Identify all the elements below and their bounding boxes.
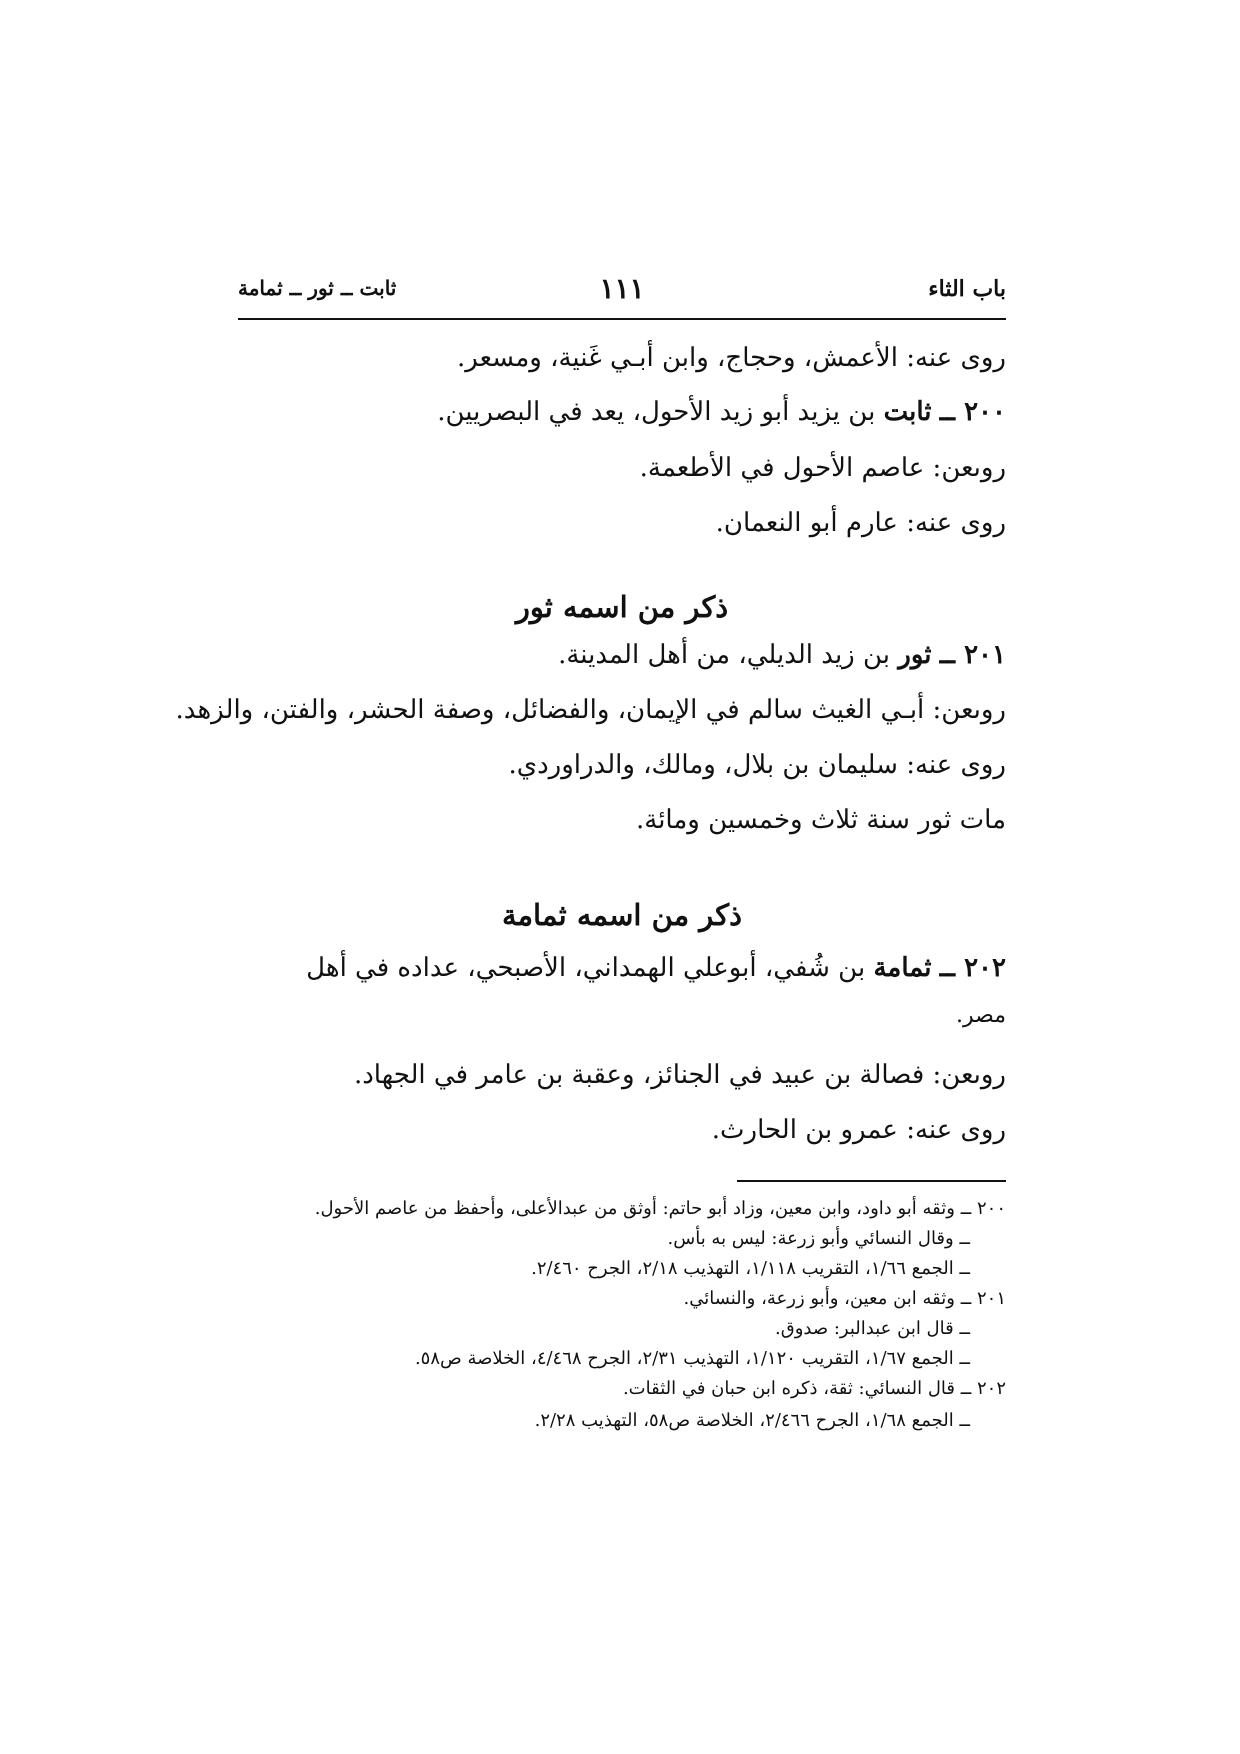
entry-200: [437, 397, 1006, 427]
footnote-line: ــ الجمع ١/٦٧، التقريب ١/١٢٠، التهذيب ٢/٣١، الجرح ٤/٤٦٨، الخلاصة ص٥٨.: [414, 1348, 970, 1369]
header-rule: [238, 318, 1006, 320]
footnote-line: ــ الجمع ١/٦٦، التقريب ١/١١٨، التهذيب ٢/١٨، الجرح ٢/٤٦٠.: [531, 1258, 970, 1279]
footnote-line: ٢٠٠ ــ وثقه أبو داود، وابن معين، وزاد أبو حاتم: أوثق من عبدالأعلى، وأحفظ من عاصم الأحول.: [314, 1198, 1006, 1219]
entry-text: بن زيد الديلي، من أهل المدينة.: [558, 640, 899, 670]
text-line: روى عنه: سليمان بن بلال، ومالك، والدراوردي.: [508, 750, 1006, 780]
running-title: ثابت ــ ثور ــ ثمامة: [238, 276, 397, 300]
section-heading: ذكر من اسمه ثور: [515, 590, 729, 624]
text-line: مات ثور سنة ثلاث وخمسين ومائة.: [635, 805, 1006, 835]
footnote-line: ــ الجمع ١/٦٨، الجرح ٢/٤٦٦، الخلاصة ص٥٨، التهذيب ٢/٢٨.: [534, 1410, 970, 1431]
text-line: روى عنه: عمرو بن الحارث.: [711, 1115, 1006, 1145]
section-title: باب الثاء: [928, 276, 1006, 302]
page-number: ١١١: [599, 272, 645, 305]
entry-number: ٢٠١ ــ: [939, 640, 1006, 670]
entry-name: ثور: [898, 640, 932, 670]
text-line: روى عنه: عارم أبو النعمان.: [715, 508, 1006, 538]
text-line: روىعن: أبـي الغيث سالم في الإيمان، والفضائل، وصفة الحشر، والفتن، والزهد.: [175, 695, 1006, 725]
footnote-line: ٢٠٢ ــ قال النسائي: ثقة، ذكره ابن حبان في الثقات.: [622, 1378, 1006, 1399]
entry-number: ٢٠٢ ــ: [939, 953, 1006, 983]
footnote-line: ــ وقال النسائي وأبو زرعة: ليس به بأس.: [667, 1228, 970, 1249]
section-heading: ذكر من اسمه ثمامة: [501, 898, 743, 932]
entry-201: [558, 640, 1006, 670]
text-line: روىعن: فصالة بن عبيد في الجنائز، وعقبة بن عامر في الجهاد.: [353, 1060, 1006, 1090]
entry-name: ثابت: [883, 397, 932, 427]
text-line: مصر.: [956, 1003, 1006, 1028]
footnote-rule: [737, 1180, 1006, 1182]
entry-202: [306, 953, 1006, 983]
page-header: [238, 272, 1006, 312]
footnote-line: ٢٠١ ــ وثقه ابن معين، وأبو زرعة، والنسائي.: [683, 1288, 1006, 1309]
footnote-line: ــ قال ابن عبدالبر: صدوق.: [775, 1318, 970, 1339]
entry-text: بن يزيد أبو زيد الأحول، يعد في البصريين.: [437, 397, 884, 427]
text-line: روى عنه: الأعمش، وحجاج، وابن أبـي غَنية، ومسعر.: [456, 343, 1006, 373]
entry-name: ثمامة: [873, 953, 932, 983]
text-line: روىعن: عاصم الأحول في الأطعمة.: [639, 453, 1006, 483]
entry-text: بن شُفي، أبوعلي الهمداني، الأصبحي، عداده في أهل: [306, 953, 874, 983]
entry-number: ٢٠٠ ــ: [939, 397, 1006, 427]
